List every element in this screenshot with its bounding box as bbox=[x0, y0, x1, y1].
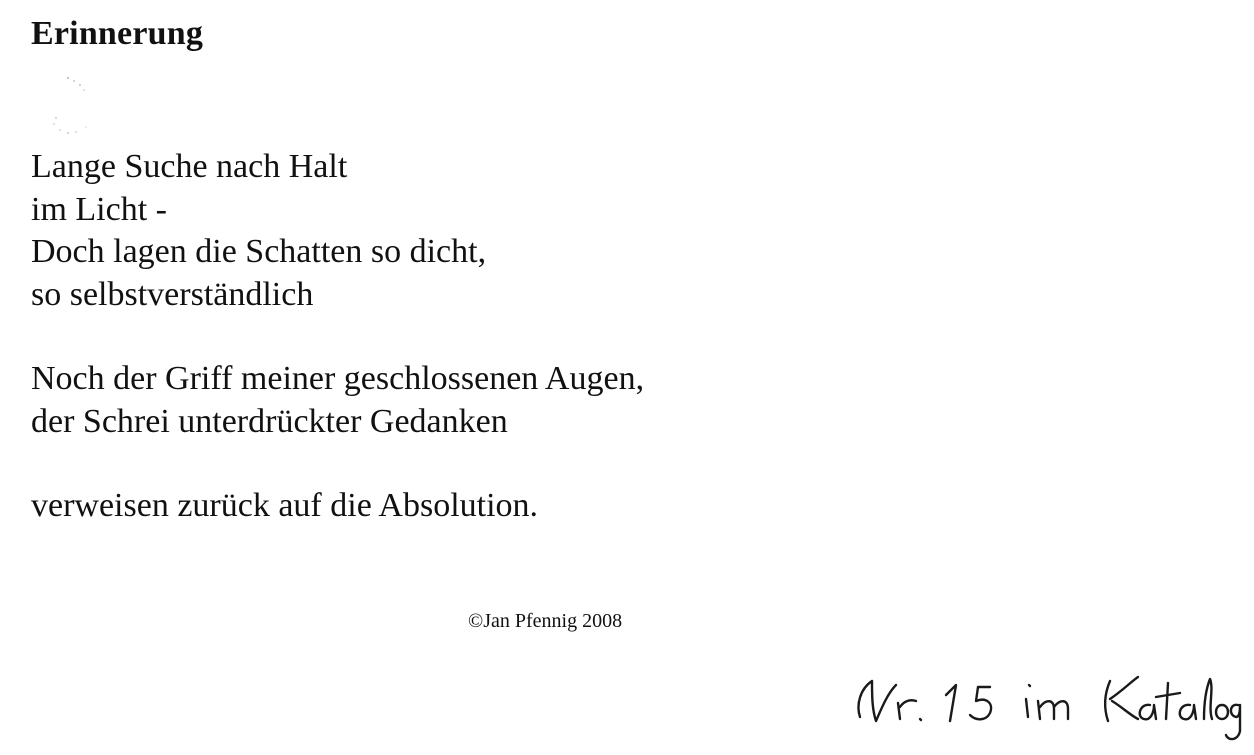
stanza-1 bbox=[31, 146, 644, 316]
stanza-3 bbox=[31, 485, 644, 528]
poem-line: der Schrei unterdrückter Gedanken bbox=[31, 402, 508, 440]
handwritten-catalog-note bbox=[842, 655, 1242, 745]
poem-line: Lange Suche nach Halt bbox=[31, 148, 348, 185]
poem-line: im Licht - bbox=[31, 190, 167, 228]
poem-line: so selbstverständlich bbox=[31, 275, 314, 313]
poem-body bbox=[31, 146, 644, 528]
poem-line: Noch der Griff meiner geschlossenen Augen, bbox=[31, 360, 645, 397]
poem-title: Erinnerung bbox=[31, 15, 204, 52]
copyright-notice: ©Jan Pfennig 2008 bbox=[468, 610, 623, 632]
stanza-2 bbox=[31, 358, 644, 443]
scan-specks bbox=[44, 72, 114, 142]
poem-line: Doch lagen die Schatten so dicht, bbox=[31, 233, 487, 270]
poem-line: verweisen zurück auf die Absolution. bbox=[31, 487, 539, 524]
